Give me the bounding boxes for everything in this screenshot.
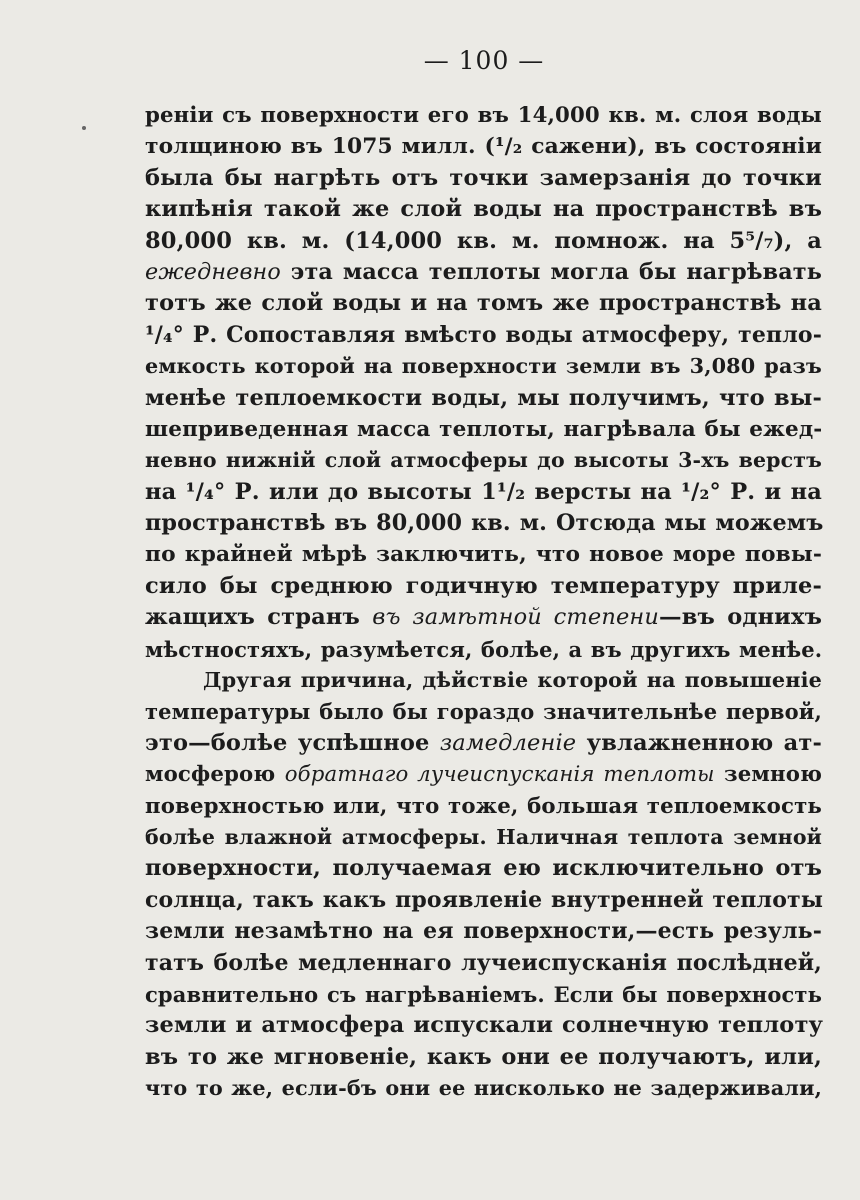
text-line: по крайней мѣрѣ заключить, что новое море повы- — [145, 542, 822, 568]
text-line: земли незамѣтно на ея поверхности,—есть резуль- — [145, 918, 822, 945]
text-line: ¹/₄° Р. Сопоставляя вмѣсто воды атмосферу, тепло- — [145, 321, 822, 348]
italic-phrase: обратнаго лучеиспусканія теплоты — [284, 762, 715, 788]
text-line: болѣе влажной атмосферы. Наличная теплота земной — [145, 824, 822, 849]
text-line: емкость которой на поверхности земли въ 3,080 разъ — [145, 354, 822, 379]
line-fragment: эта масса теплоты могла бы нагрѣвать — [280, 258, 822, 285]
text-line: мѣстностяхъ, разумѣется, болѣе, а въ другихъ менѣе. — [145, 636, 823, 662]
italic-phrase: замедленіе — [439, 729, 577, 756]
italic-phrase: въ замѣтной степени — [372, 604, 660, 631]
text-line: кипѣнія такой же слой воды на пространствѣ въ — [145, 196, 822, 223]
text-line: солнца, такъ какъ проявленіе внутренней теплоты — [145, 886, 824, 913]
text-line: земли и атмосфера испускали солнечную теплоту — [145, 1012, 824, 1039]
text-line: реніи съ поверхности его въ 14,000 кв. м. слоя воды — [145, 103, 822, 128]
text-line: невно нижній слой атмосферы до высоты 3-хъ верстъ — [145, 448, 822, 473]
text-line: 80,000 кв. м. (14,000 кв. м. помнож. на 5⁵/₇), а — [145, 227, 822, 254]
text-line — [145, 257, 822, 288]
text-line: сило бы среднюю годичную температуру приле- — [145, 572, 822, 599]
line-fragment: мосферою — [145, 762, 285, 788]
text-line: татъ болѣе медленнаго лучеиспусканія послѣдней, — [145, 949, 822, 976]
text-line: что то же, если-бъ они ее нисколько не задерживали, — [145, 1076, 822, 1101]
text-line: пространствѣ въ 80,000 кв. м. Отсюда мы можемъ — [145, 510, 824, 537]
text-line: была бы нагрѣть отъ точки замерзанія до точки — [145, 164, 822, 191]
line-fragment: земною — [714, 762, 823, 788]
text-line-indented: Другая причина, дѣйствіе которой на повышеніе — [203, 668, 822, 693]
text-line: шеприведенная масса теплоты, нагрѣвала бы ежед- — [145, 416, 823, 442]
text-line: въ то же мгновеніе, какъ они ее получаютъ, или, — [145, 1043, 822, 1070]
text-line: температуры было бы гораздо значительнѣе первой, — [145, 699, 822, 725]
line-fragment: это—болѣе успѣшное — [145, 729, 440, 756]
line-fragment: увлажненною ат- — [576, 729, 822, 756]
text-line — [145, 728, 822, 759]
text-line: тотъ же слой воды и на томъ же пространствѣ на — [145, 290, 822, 317]
text-line: менѣе теплоемкости воды, мы получимъ, что вы- — [145, 384, 822, 411]
paper-speck — [82, 126, 86, 130]
italic-phrase: ежедневно — [145, 258, 281, 285]
text-line: на ¹/₄° Р. или до высоты 1¹/₂ версты на ¹/₂° Р. и на — [145, 478, 822, 505]
text-line: поверхности, получаемая ею исключительно отъ — [145, 855, 822, 882]
line-fragment: —въ однихъ — [659, 604, 822, 631]
text-line: сравнительно съ нагрѣваніемъ. Если бы поверхность — [145, 981, 822, 1007]
text-line: толщиною въ 1075 милл. (¹/₂ сажени), въ состояніи — [145, 134, 822, 160]
page-body — [145, 100, 822, 1105]
page-number: — 100 — — [423, 46, 545, 75]
line-fragment: жащихъ странъ — [145, 604, 373, 631]
text-line — [145, 759, 822, 790]
text-line — [145, 602, 822, 633]
text-line: поверхностью или, что тоже, большая теплоемкость — [145, 793, 822, 819]
